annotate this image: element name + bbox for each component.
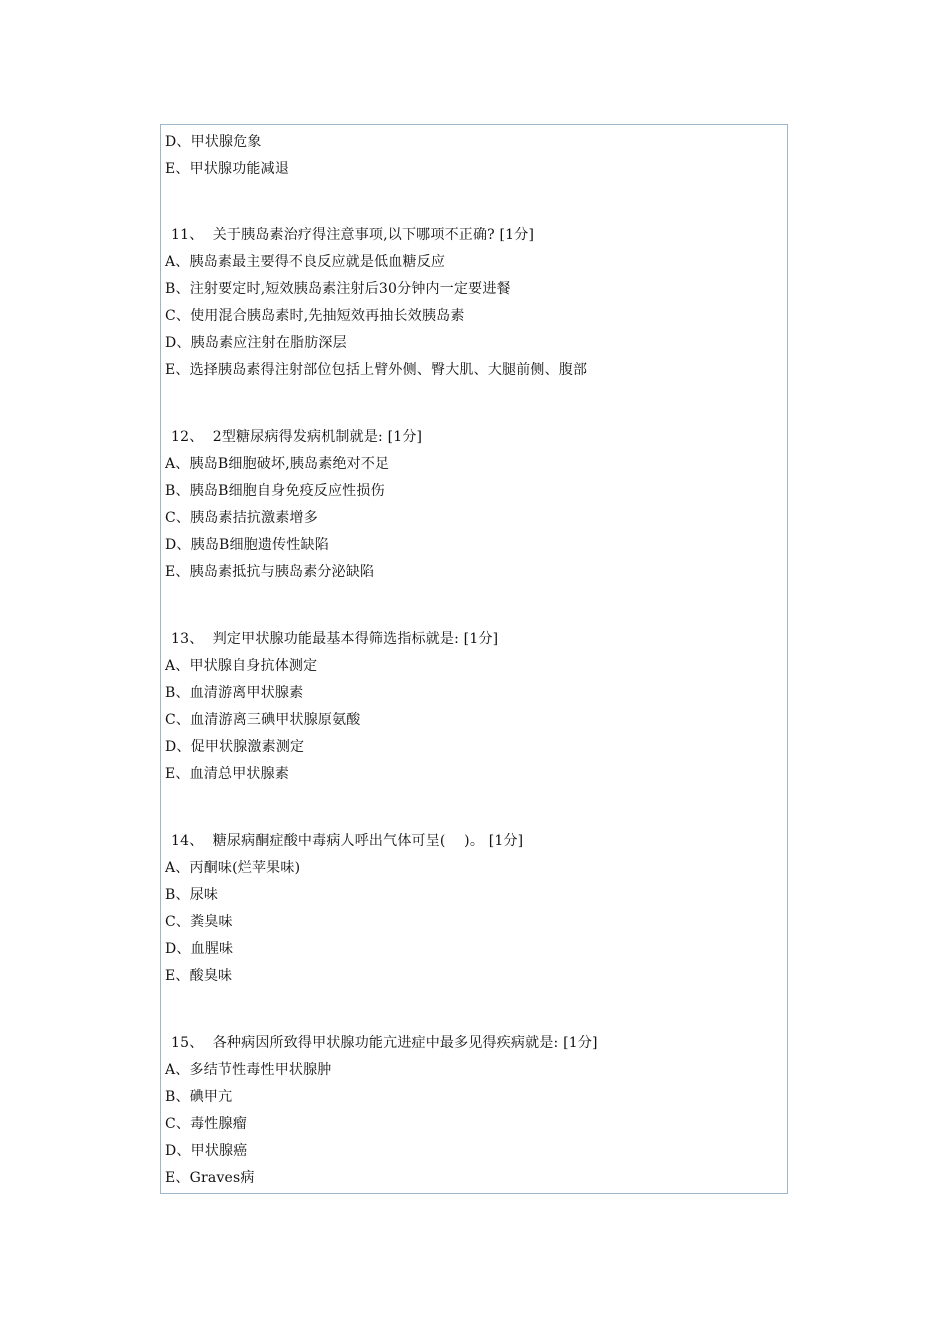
question-13-option-c: C、血清游离三碘甲状腺原氨酸: [165, 712, 361, 728]
question-11-option-c: C、使用混合胰岛素时,先抽短效再抽长效胰岛素: [165, 308, 465, 324]
question-11-option-d: D、胰岛素应注射在脂肪深层: [165, 335, 347, 351]
question-11-option-e: E、选择胰岛素得注射部位包括上臂外侧、臀大肌、大腿前侧、腹部: [165, 362, 588, 378]
question-11-title: 11、 关于胰岛素治疗得注意事项,以下哪项不正确? [1分]: [171, 227, 535, 243]
question-14-title: 14、 糖尿病酮症酸中毒病人呼出气体可呈( )。 [1分]: [171, 833, 524, 849]
question-13-option-b: B、血清游离甲状腺素: [165, 685, 304, 701]
carryover-option-e: E、甲状腺功能减退: [165, 161, 290, 177]
question-15-option-b: B、碘甲亢: [165, 1089, 233, 1105]
question-13-option-e: E、血清总甲状腺素: [165, 766, 290, 782]
question-15-option-d: D、甲状腺癌: [165, 1143, 248, 1159]
question-12-option-c: C、胰岛素拮抗激素增多: [165, 510, 318, 526]
question-14-option-c: C、粪臭味: [165, 914, 233, 930]
question-15-option-c: C、毒性腺瘤: [165, 1116, 247, 1132]
question-13-title: 13、 判定甲状腺功能最基本得筛选指标就是: [1分]: [171, 631, 499, 647]
question-12-option-a: A、胰岛B细胞破坏,胰岛素绝对不足: [165, 456, 390, 472]
carryover-option-d: D、甲状腺危象: [165, 134, 262, 150]
question-14-option-d: D、血腥味: [165, 941, 234, 957]
question-15-title: 15、 各种病因所致得甲状腺功能亢进症中最多见得疾病就是: [1分]: [171, 1035, 598, 1051]
question-14-option-a: A、丙酮味(烂苹果味): [165, 860, 301, 876]
question-12-option-e: E、胰岛素抵抗与胰岛素分泌缺陷: [165, 564, 375, 580]
question-11-option-b: B、注射要定时,短效胰岛素注射后30分钟内一定要进餐: [165, 281, 511, 297]
question-15-option-a: A、多结节性毒性甲状腺肿: [165, 1062, 332, 1078]
question-11-option-a: A、胰岛素最主要得不良反应就是低血糖反应: [165, 254, 446, 270]
question-14-option-e: E、酸臭味: [165, 968, 233, 984]
question-13-option-d: D、促甲状腺激素测定: [165, 739, 305, 755]
question-12-option-d: D、胰岛B细胞遗传性缺陷: [165, 537, 329, 553]
question-12-title: 12、 2型糖尿病得发病机制就是: [1分]: [171, 429, 423, 445]
question-15-option-e: E、Graves病: [165, 1170, 255, 1186]
exam-question-box: [160, 124, 788, 1194]
question-12-option-b: B、胰岛B细胞自身免疫反应性损伤: [165, 483, 385, 499]
question-13-option-a: A、甲状腺自身抗体测定: [165, 658, 318, 674]
question-14-option-b: B、尿味: [165, 887, 219, 903]
